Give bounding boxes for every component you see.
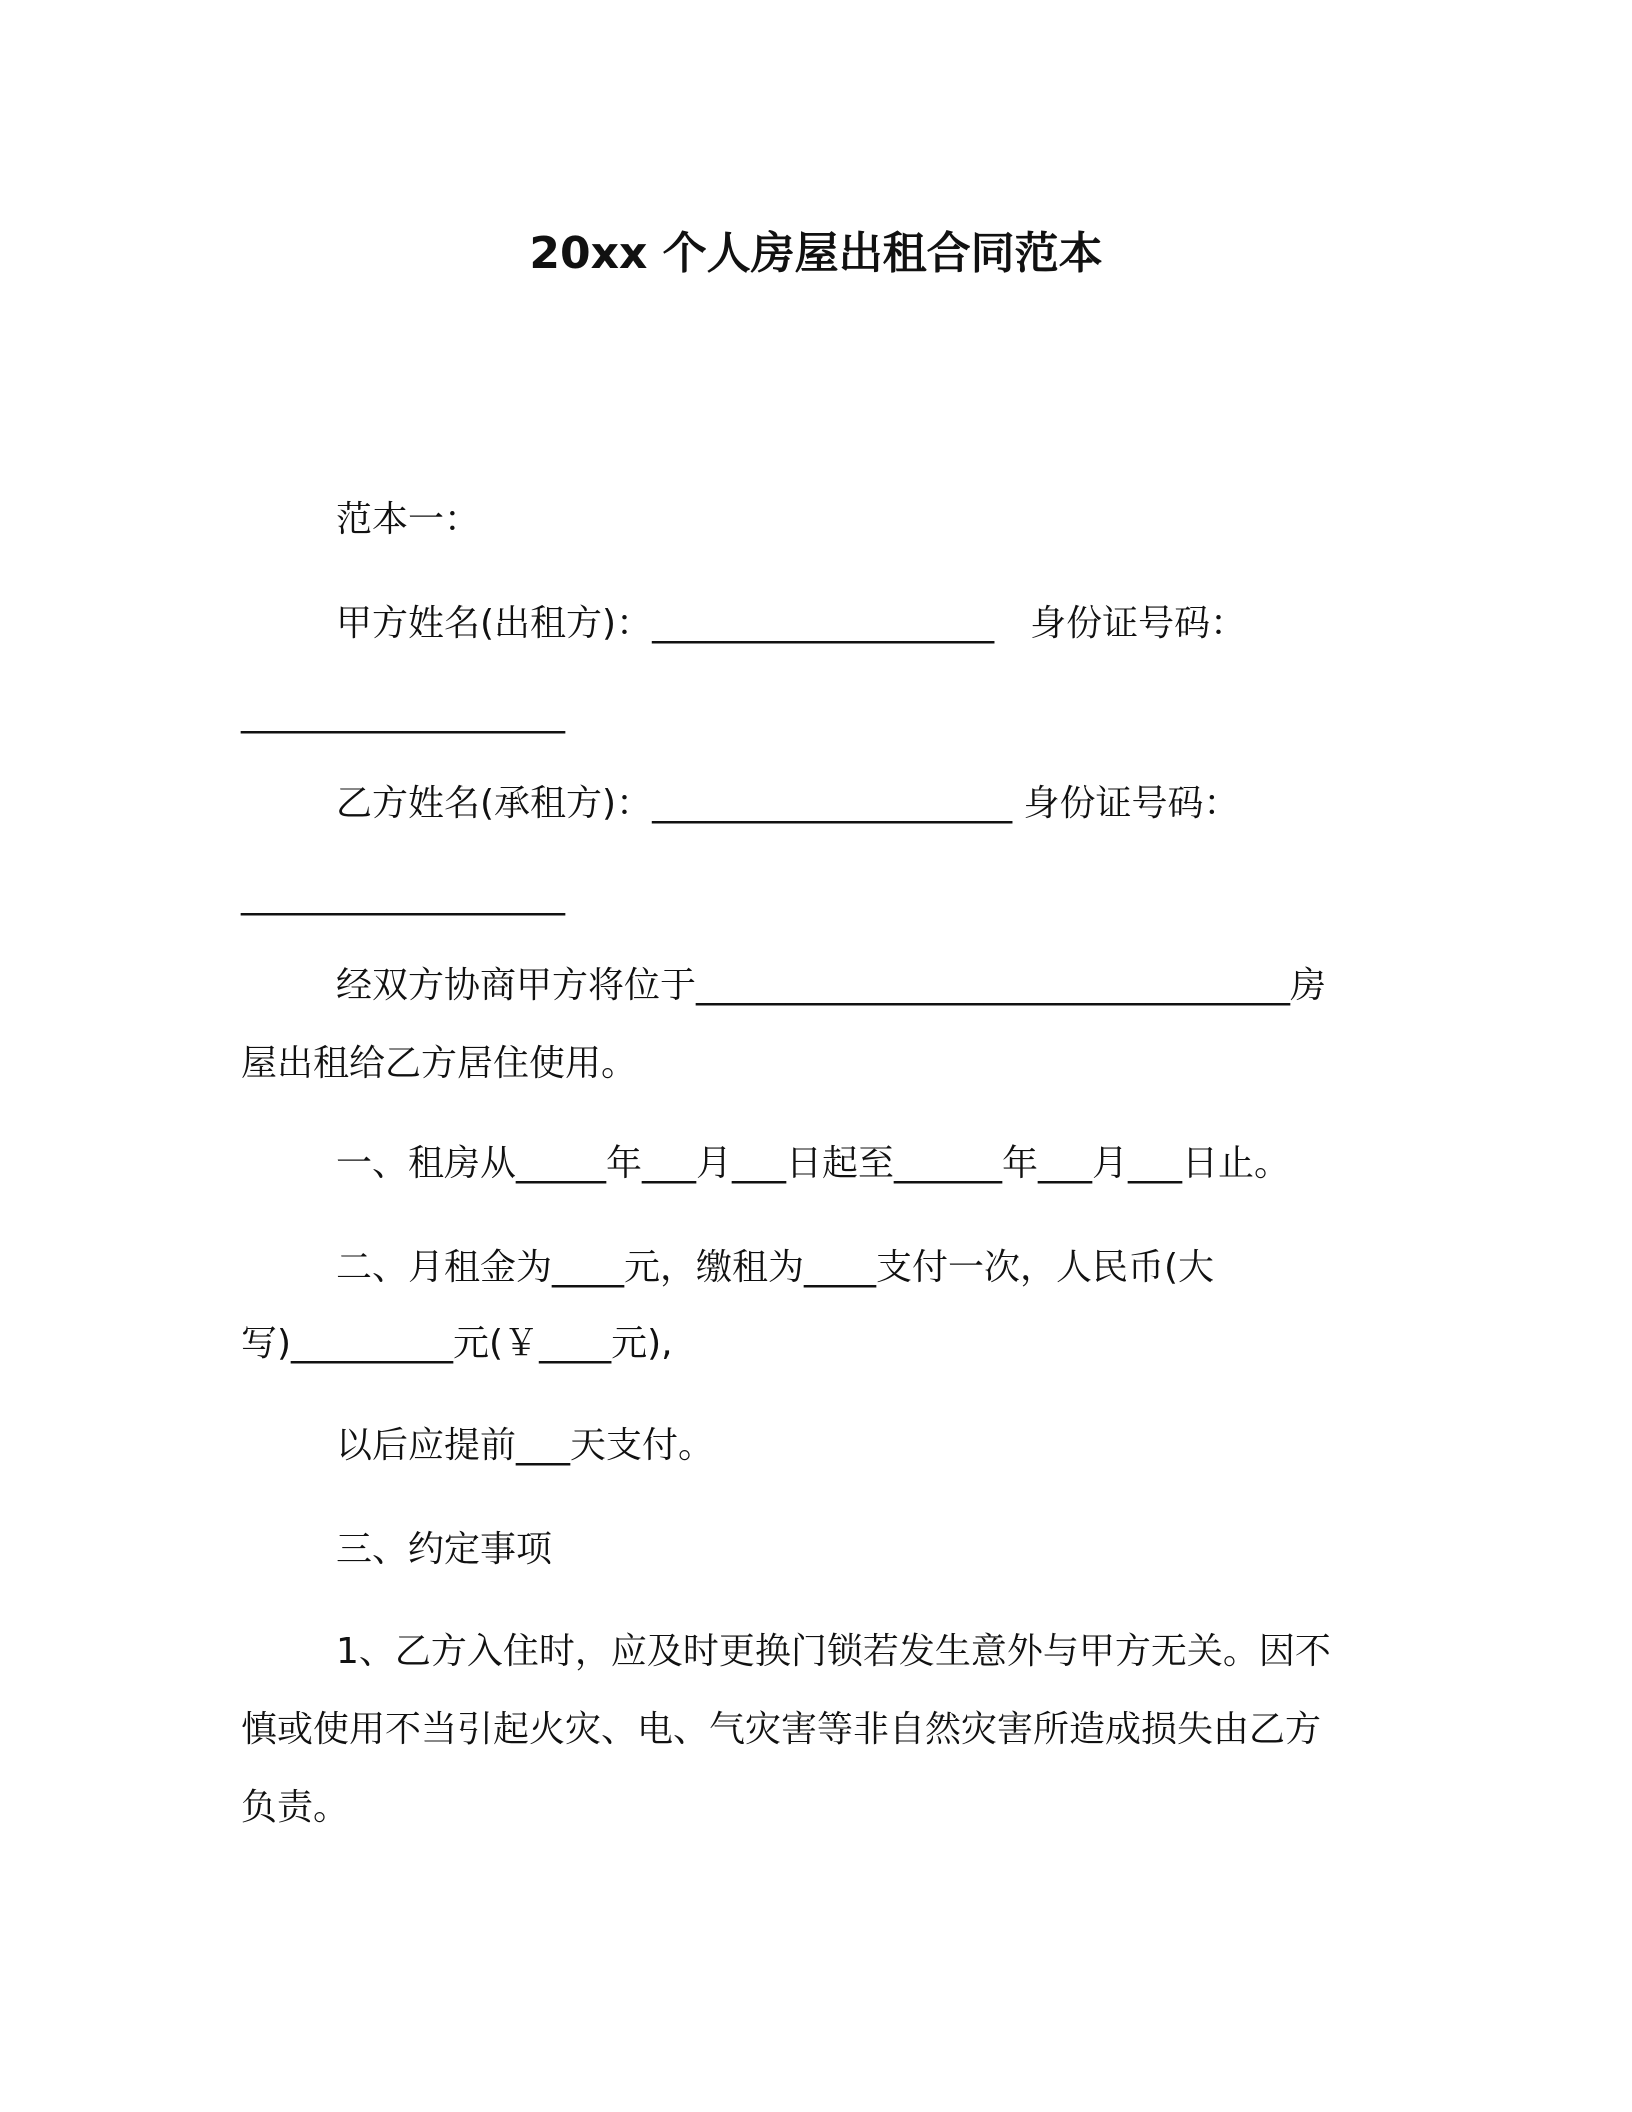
party-b-name-line: 乙方姓名(承租方)：____________________ 身份证号码： (336, 783, 1240, 824)
party-a-id-blank: __________________ (241, 693, 565, 734)
clause-3-item-1: 1、乙方入住时，应及时更换门锁若发生意外与甲方无关。因不 (336, 1631, 1331, 1672)
document-title: 20xx 个人房屋出租合同范本 (529, 228, 1103, 279)
clause-3-item-1-end: 负责。 (241, 1787, 350, 1828)
party-b-id-blank: __________________ (241, 875, 565, 916)
agreement-location-line: 经双方协商甲方将位于_________________________________房 (336, 965, 1327, 1006)
sample-label: 范本一： (336, 499, 481, 540)
clause-2-rent-cont: 写)_________元(￥____元), (241, 1323, 673, 1364)
clause-2-rent: 二、月租金为____元，缴租为____支付一次，人民币(大 (336, 1247, 1215, 1288)
clause-2-advance-payment: 以后应提前___天支付。 (336, 1425, 715, 1466)
clause-3-heading: 三、约定事项 (336, 1529, 553, 1570)
clause-3-item-1-cont: 慎或使用不当引起火灾、电、气灾害等非自然灾害所造成损失由乙方 (241, 1709, 1322, 1750)
clause-1-lease-period: 一、租房从_____年___月___日起至______年___月___日止。 (336, 1143, 1291, 1184)
agreement-location-cont: 屋出租给乙方居住使用。 (241, 1043, 638, 1084)
party-a-name-line: 甲方姓名(出租方)：___________________ 身份证号码： (336, 603, 1247, 644)
